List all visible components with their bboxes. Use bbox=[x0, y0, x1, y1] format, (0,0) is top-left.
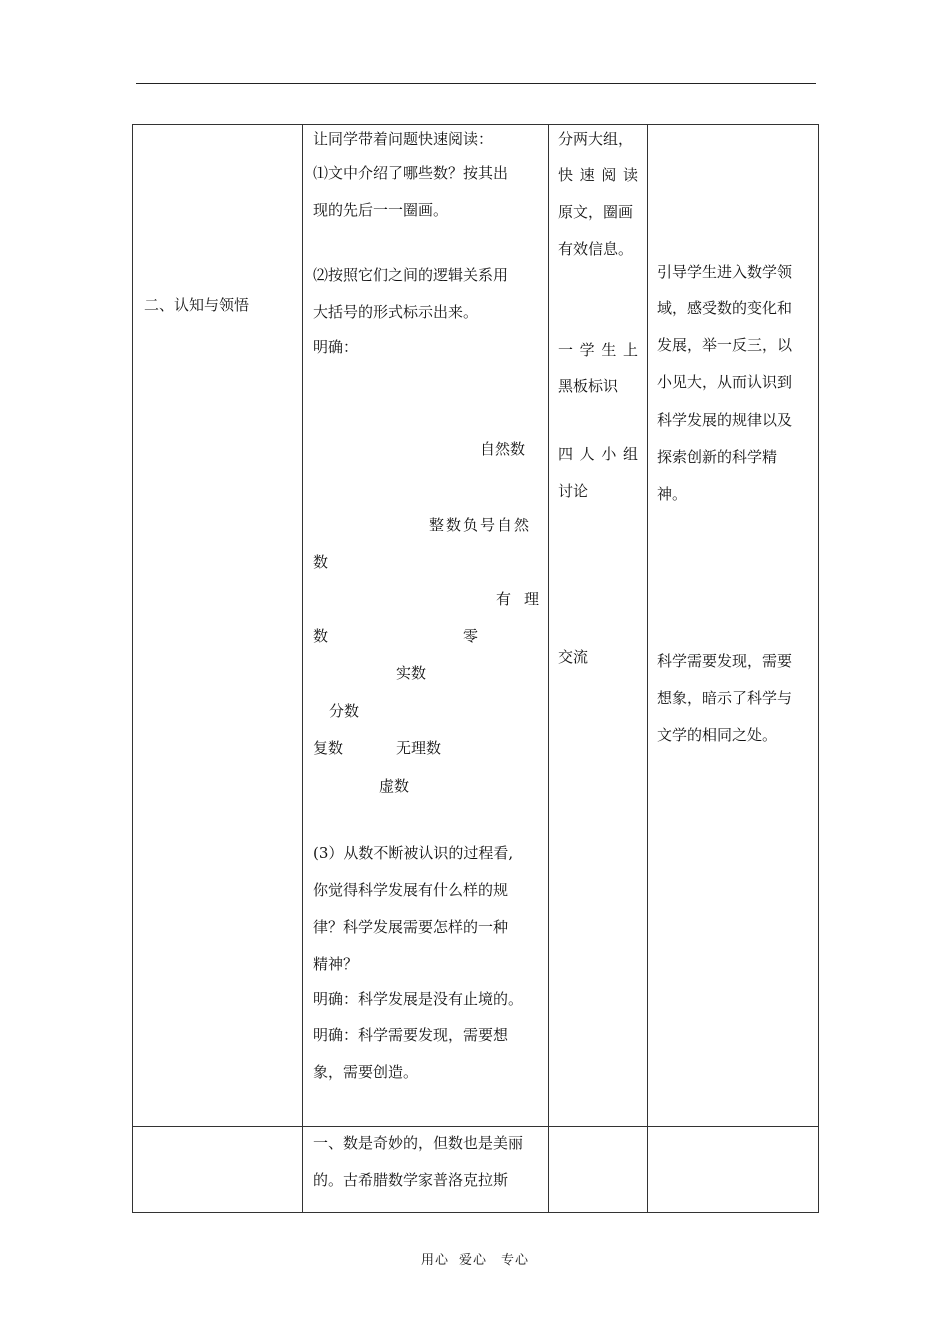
answer-2-line-2: 象，需要创造。 bbox=[313, 1063, 419, 1081]
stage-cell bbox=[133, 125, 303, 1127]
activity-line-8: 讨论 bbox=[558, 482, 589, 500]
purpose-1-line-2: 域，感受数的变化和 bbox=[657, 299, 793, 317]
question-3-line-1: (3）从数不断被认识的过程看, bbox=[313, 844, 514, 862]
diagram-imaginary-number: 虚数 bbox=[379, 777, 410, 795]
purpose-1-line-5: 科学发展的规律以及 bbox=[657, 411, 793, 429]
diagram-integer-tail: 数 bbox=[313, 553, 329, 571]
question-2-line-2: 大括号的形式标示出来。 bbox=[313, 303, 479, 321]
page-footer bbox=[0, 1249, 950, 1268]
purpose-1-line-1: 引导学生进入数学领 bbox=[657, 263, 793, 281]
diagram-zero: 零 bbox=[463, 627, 479, 645]
footer-text-2: 爱心 bbox=[458, 1253, 487, 1268]
clarify-label: 明确： bbox=[313, 338, 359, 356]
header-rule bbox=[136, 83, 816, 84]
purpose-1-line-7: 神。 bbox=[657, 485, 688, 503]
purpose-1-line-4: 小见大，从而认识到 bbox=[657, 373, 793, 391]
activity-line-2: 快 速 阅 读 bbox=[558, 166, 638, 184]
intro-text: 让同学带着问题快速阅读： bbox=[313, 130, 494, 148]
purpose-2-line-1: 科学需要发现，需要 bbox=[657, 652, 793, 670]
answer-1: 明确：科学发展是没有止境的。 bbox=[313, 990, 524, 1008]
footer-text-3: 专心 bbox=[501, 1253, 530, 1268]
diagram-rational-tail: 数 bbox=[313, 627, 329, 645]
table-row bbox=[133, 125, 819, 1127]
diagram-complex-number: 复数 bbox=[313, 739, 344, 757]
diagram-real-number: 实数 bbox=[396, 664, 427, 682]
stage-cell-empty bbox=[133, 1127, 303, 1213]
question-2-line-1: ⑵按照它们之间的逻辑关系用 bbox=[313, 266, 509, 284]
activity-line-6: 黑板标识 bbox=[558, 377, 619, 395]
footer-text-1: 用心 bbox=[420, 1253, 449, 1268]
activity-line-3: 原文，圈画 bbox=[558, 203, 634, 221]
question-1-line-1: ⑴文中介绍了哪些数？按其出 bbox=[313, 164, 509, 182]
diagram-rational-1: 有 bbox=[496, 590, 512, 608]
activity-line-1: 分两大组， bbox=[558, 130, 634, 148]
lesson-plan-table bbox=[132, 124, 819, 1213]
purpose-cell bbox=[648, 125, 819, 1127]
stage-label: 二、认知与领悟 bbox=[144, 296, 250, 314]
activity-line-4: 有效信息。 bbox=[558, 240, 634, 258]
purpose-1-line-3: 发展，举一反三，以 bbox=[657, 336, 793, 354]
purpose-1-line-6: 探索创新的科学精 bbox=[657, 448, 778, 466]
activity-cell-empty bbox=[549, 1127, 648, 1213]
diagram-irrational-number: 无理数 bbox=[396, 739, 442, 757]
purpose-2-line-2: 想象，暗示了科学与 bbox=[657, 689, 793, 707]
diagram-integer-line: 整数负号自然 bbox=[429, 516, 532, 534]
question-1-line-2: 现的先后一一圈画。 bbox=[313, 201, 449, 219]
activity-line-7: 四 人 小 组 bbox=[558, 445, 638, 463]
purpose-2-line-3: 文学的相同之处。 bbox=[657, 726, 778, 744]
purpose-cell-empty bbox=[648, 1127, 819, 1213]
activity-line-5: 一 学 生 上 bbox=[558, 341, 638, 359]
next-row-line-2: 的。古希腊数学家普洛克拉斯 bbox=[313, 1171, 509, 1189]
content-cell bbox=[303, 125, 549, 1127]
diagram-fraction: 分数 bbox=[329, 702, 360, 720]
diagram-rational-2: 理 bbox=[524, 590, 540, 608]
diagram-natural-number: 自然数 bbox=[480, 440, 526, 458]
question-3-line-3: 律？科学发展需要怎样的一种 bbox=[313, 918, 509, 936]
next-row-line-1: 一、数是奇妙的，但数也是美丽 bbox=[313, 1134, 524, 1152]
answer-2-line-1: 明确：科学需要发现，需要想 bbox=[313, 1026, 509, 1044]
activity-cell bbox=[549, 125, 648, 1127]
activity-line-9: 交流 bbox=[558, 648, 589, 666]
table-row bbox=[133, 1127, 819, 1213]
content-cell bbox=[303, 1127, 549, 1213]
question-3-line-2: 你觉得科学发展有什么样的规 bbox=[313, 881, 509, 899]
question-3-line-4: 精神？ bbox=[313, 955, 359, 973]
